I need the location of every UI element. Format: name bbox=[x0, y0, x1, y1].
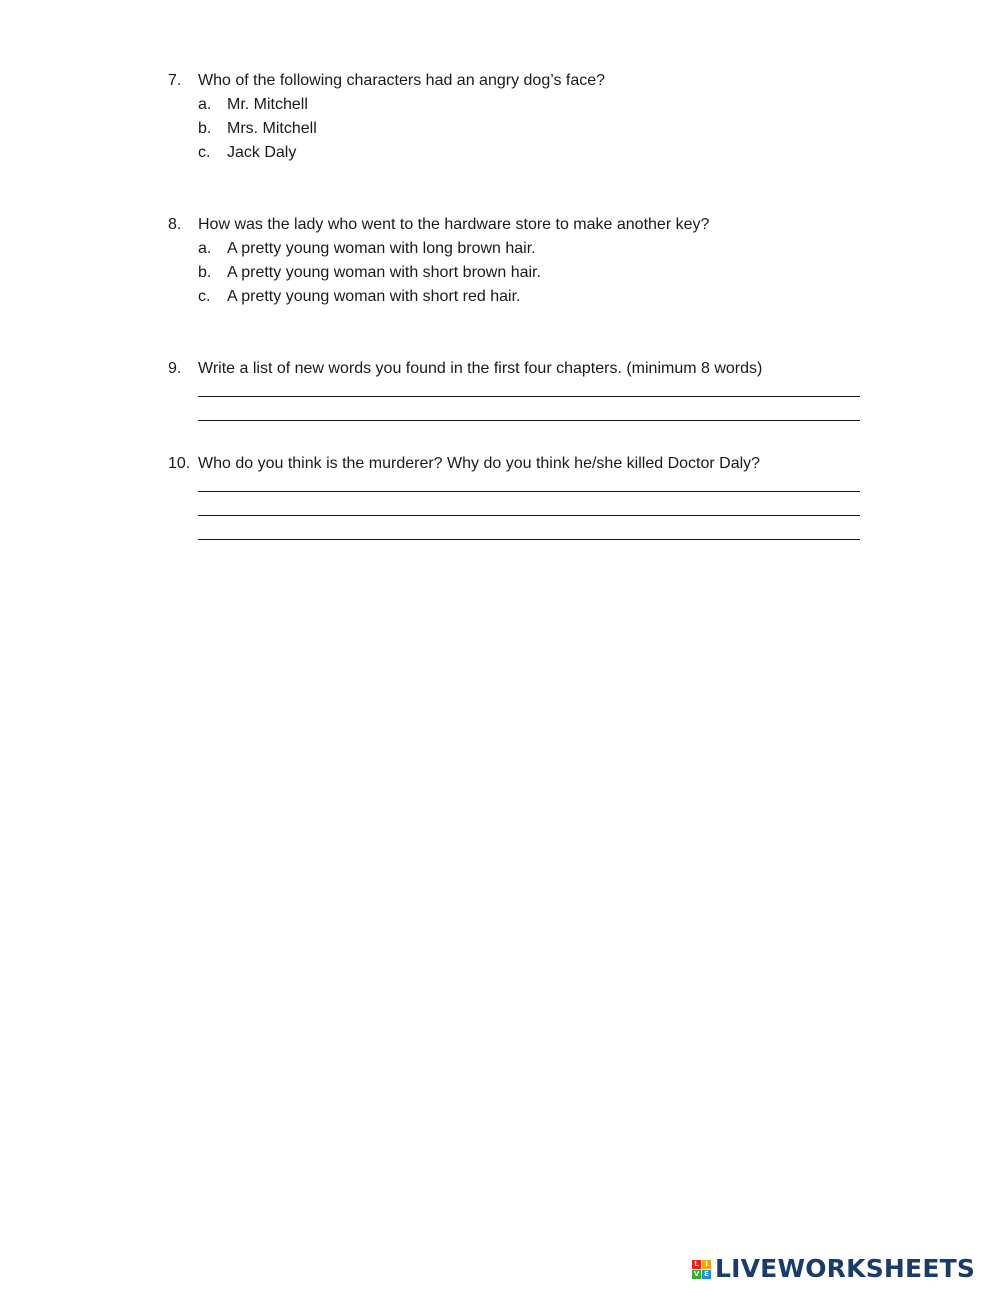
answer-option[interactable] bbox=[168, 93, 868, 117]
question-number: 7. bbox=[168, 72, 182, 89]
option-text: Mrs. Mitchell bbox=[227, 120, 317, 137]
answer-line[interactable] bbox=[198, 516, 860, 540]
answer-option[interactable] bbox=[168, 237, 868, 261]
option-text: A pretty young woman with short red hair. bbox=[227, 288, 521, 305]
question-9-prompt bbox=[168, 357, 868, 381]
answer-option[interactable] bbox=[168, 117, 868, 141]
logo-mark-cell: I bbox=[702, 1260, 711, 1269]
question-number: 10. bbox=[168, 455, 191, 472]
question-8-prompt bbox=[168, 213, 868, 237]
question-number: 8. bbox=[168, 216, 182, 233]
question-7-prompt bbox=[168, 69, 868, 93]
logo-mark-cell: L bbox=[692, 1260, 701, 1269]
answer-option[interactable] bbox=[168, 285, 868, 309]
answer-line[interactable] bbox=[198, 381, 860, 397]
option-text: A pretty young woman with short brown hair. bbox=[227, 264, 541, 281]
question-8 bbox=[168, 213, 868, 309]
logo-text: LIVEWORKSHEETS bbox=[715, 1254, 976, 1283]
option-letter: c. bbox=[198, 144, 211, 161]
answer-option[interactable] bbox=[168, 141, 868, 165]
answer-line[interactable] bbox=[198, 476, 860, 492]
question-text: Who of the following characters had an angry dog’s face? bbox=[198, 72, 606, 89]
liveworksheets-logo[interactable] bbox=[692, 1254, 975, 1284]
logo-mark-cell: E bbox=[702, 1270, 711, 1279]
option-text: Mr. Mitchell bbox=[227, 96, 308, 113]
logo-mark-icon bbox=[692, 1260, 711, 1279]
option-text: Jack Daly bbox=[227, 144, 297, 161]
question-9 bbox=[168, 357, 868, 421]
question-10-prompt bbox=[168, 452, 868, 476]
logo-mark-cell: V bbox=[693, 1269, 700, 1278]
answer-option[interactable] bbox=[168, 261, 868, 285]
question-text: Who do you think is the murderer? Why do you think he/she killed Doctor Daly? bbox=[198, 455, 761, 472]
option-letter: c. bbox=[198, 288, 211, 305]
answer-line[interactable] bbox=[198, 492, 860, 516]
answer-line[interactable] bbox=[198, 397, 860, 421]
option-letter: b. bbox=[198, 264, 212, 281]
option-letter: b. bbox=[198, 120, 212, 137]
question-text: Write a list of new words you found in the first four chapters. (minimum 8 words) bbox=[198, 360, 763, 377]
option-text: A pretty young woman with long brown hair. bbox=[227, 240, 536, 257]
question-text: How was the lady who went to the hardware store to make another key? bbox=[198, 216, 710, 233]
question-number: 9. bbox=[168, 360, 182, 377]
option-letter: a. bbox=[198, 96, 212, 113]
question-7 bbox=[168, 69, 868, 165]
question-10 bbox=[168, 452, 868, 540]
option-letter: a. bbox=[198, 240, 212, 257]
